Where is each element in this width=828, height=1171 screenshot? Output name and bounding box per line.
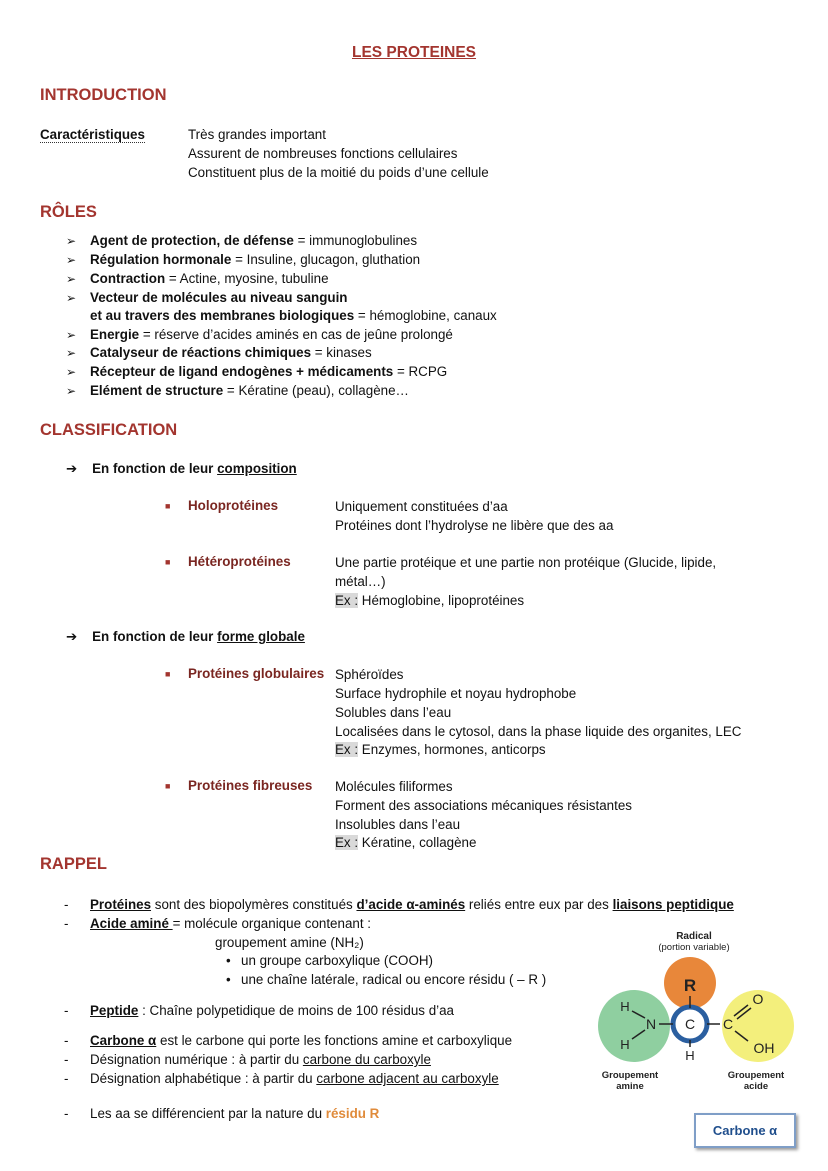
group2-prefix: En fonction de leur	[92, 629, 218, 644]
hetero-example: Ex : Hémoglobine, lipoprotéines	[335, 593, 525, 608]
rappel-line-peptide: Peptide : Chaîne polypetidique de moins de 100 résidus d’aa	[90, 1003, 455, 1018]
acide-amine-sub: un groupe carboxylique (COOH)	[241, 953, 434, 968]
oh-symbol: OH	[753, 1040, 775, 1056]
fib-name: Protéines fibreuses	[188, 778, 313, 793]
role-item: Vecteur de molécules au niveau sanguin	[90, 290, 348, 305]
rappel-line-acide-amine: Acide aminé = molécule organique contenant :	[90, 916, 372, 931]
rappel-line-proteines: Protéines sont des biopolymères constitués d’acide α-aminés reliés entre eux par des liaisons peptidique	[90, 897, 734, 912]
holo-name: Holoprotéines	[188, 498, 279, 513]
rappel-heading: RAPPEL	[40, 855, 107, 873]
dash-icon: -	[64, 1033, 69, 1048]
n-symbol: N	[645, 1016, 657, 1032]
group1-prefix: En fonction de leur	[92, 461, 218, 476]
dash-icon: -	[64, 1071, 69, 1086]
square-bullet-icon: ■	[165, 557, 171, 567]
h-bottom-symbol: H	[685, 1048, 695, 1063]
arrowhead-bullet-icon: ➢	[66, 272, 77, 286]
group1-line	[66, 461, 297, 477]
intro-line: Assurent de nombreuses fonctions cellulaires	[188, 146, 458, 161]
o-symbol: O	[752, 991, 764, 1007]
arrowhead-bullet-icon: ➢	[66, 346, 77, 360]
dash-icon: -	[64, 916, 69, 931]
caracteristiques-label: Caractéristiques	[40, 127, 145, 142]
dot-bullet-icon: •	[226, 953, 231, 968]
glob-name: Protéines globulaires	[188, 666, 325, 681]
arrowhead-bullet-icon: ➢	[66, 291, 77, 305]
role-item: Agent de protection, de défense = immunoglobulines	[90, 233, 418, 248]
glob-line: Surface hydrophile et noyau hydrophobe	[335, 686, 577, 701]
hetero-name: Hétéroprotéines	[188, 554, 291, 569]
arrowhead-bullet-icon: ➢	[66, 384, 77, 398]
role-item: Elément de structure = Kératine (peau), collagène…	[90, 383, 409, 398]
arrowhead-bullet-icon: ➢	[66, 234, 77, 248]
dash-icon: -	[64, 1052, 69, 1067]
acide-label-2: acide	[743, 1081, 769, 1092]
arrowhead-bullet-icon: ➢	[66, 328, 77, 342]
intro-line: Très grandes important	[188, 127, 326, 142]
dash-icon: -	[64, 1003, 69, 1018]
h-top-left-symbol: H	[620, 999, 630, 1014]
roles-heading: RÔLES	[40, 203, 97, 221]
amine-label-2: amine	[616, 1081, 644, 1092]
rappel-line-designation-alpha: Désignation alphabétique : à partir du carbone adjacent au carboxyle	[90, 1071, 499, 1086]
arrow-icon: ➔	[66, 461, 78, 476]
arrowhead-bullet-icon: ➢	[66, 253, 77, 267]
group1-underlined: composition	[217, 461, 297, 476]
glob-line: Solubles dans l’eau	[335, 705, 452, 720]
hetero-line: métal…)	[335, 574, 386, 589]
role-item: et au travers des membranes biologiques = hémoglobine, canaux	[90, 308, 497, 323]
intro-line: Constituent plus de la moitié du poids d’une cellule	[188, 165, 489, 180]
glob-line: Sphéroïdes	[335, 667, 404, 682]
arrow-icon: ➔	[66, 629, 78, 644]
fib-line: Molécules filiformes	[335, 779, 453, 794]
role-item: Energie = réserve d’acides aminés en cas de jeûne prolongé	[90, 327, 453, 342]
holo-line: Protéines dont l’hydrolyse ne libère que des aa	[335, 518, 614, 533]
dash-icon: -	[64, 1106, 69, 1121]
hetero-line: Une partie protéique et une partie non protéique (Glucide, lipide,	[335, 555, 717, 570]
role-item: Régulation hormonale = Insuline, glucagon, gluthation	[90, 252, 421, 267]
fib-line: Forment des associations mécaniques résistantes	[335, 798, 632, 813]
page-title: LES PROTEINES	[351, 44, 477, 61]
acide-amine-sub: groupement amine (NH₂)	[215, 935, 364, 950]
acide-label-1: Groupement	[727, 1070, 785, 1081]
square-bullet-icon: ■	[165, 501, 171, 511]
introduction-heading: INTRODUCTION	[40, 86, 167, 104]
role-item: Catalyseur de réactions chimiques = kinases	[90, 345, 372, 360]
radical-label: Radical	[676, 931, 712, 942]
fib-example: Ex : Kératine, collagène	[335, 835, 477, 850]
dash-icon: -	[64, 897, 69, 912]
h-bottom-left-symbol: H	[620, 1037, 630, 1052]
amine-circle	[598, 990, 670, 1062]
amine-label-1: Groupement	[601, 1070, 659, 1081]
arrowhead-bullet-icon: ➢	[66, 365, 77, 379]
group2-line	[66, 629, 305, 645]
rappel-line-carbone-alpha: Carbone α est le carbone qui porte les fonctions amine et carboxylique	[90, 1033, 513, 1048]
glob-line: Localisées dans le cytosol, dans la phase liquide des organites, LEC	[335, 724, 742, 739]
glob-example: Ex : Enzymes, hormones, anticorps	[335, 742, 546, 757]
role-item: Récepteur de ligand endogènes + médicaments = RCPG	[90, 364, 448, 379]
dot-bullet-icon: •	[226, 972, 231, 987]
group2-underlined: forme globale	[217, 629, 305, 644]
amino-acid-diagram	[588, 925, 808, 1100]
carbone-alpha-box: Carbone α	[694, 1113, 796, 1148]
rappel-line-residu: Les aa se différencient par la nature du résidu R	[90, 1106, 380, 1121]
square-bullet-icon: ■	[165, 669, 171, 679]
c-carboxyl-symbol: C	[722, 1016, 734, 1032]
square-bullet-icon: ■	[165, 781, 171, 791]
radical-sub-label: (portion variable)	[658, 942, 730, 953]
acide-amine-sub: une chaîne latérale, radical ou encore résidu ( – R )	[241, 972, 547, 987]
c-alpha-symbol: C	[684, 1016, 696, 1032]
rappel-line-designation-num: Désignation numérique : à partir du carbone du carboxyle	[90, 1052, 431, 1067]
fib-line: Insolubles dans l’eau	[335, 817, 461, 832]
r-symbol: R	[683, 976, 697, 995]
holo-line: Uniquement constituées d’aa	[335, 499, 508, 514]
classification-heading: CLASSIFICATION	[40, 421, 178, 439]
role-item: Contraction = Actine, myosine, tubuline	[90, 271, 329, 286]
